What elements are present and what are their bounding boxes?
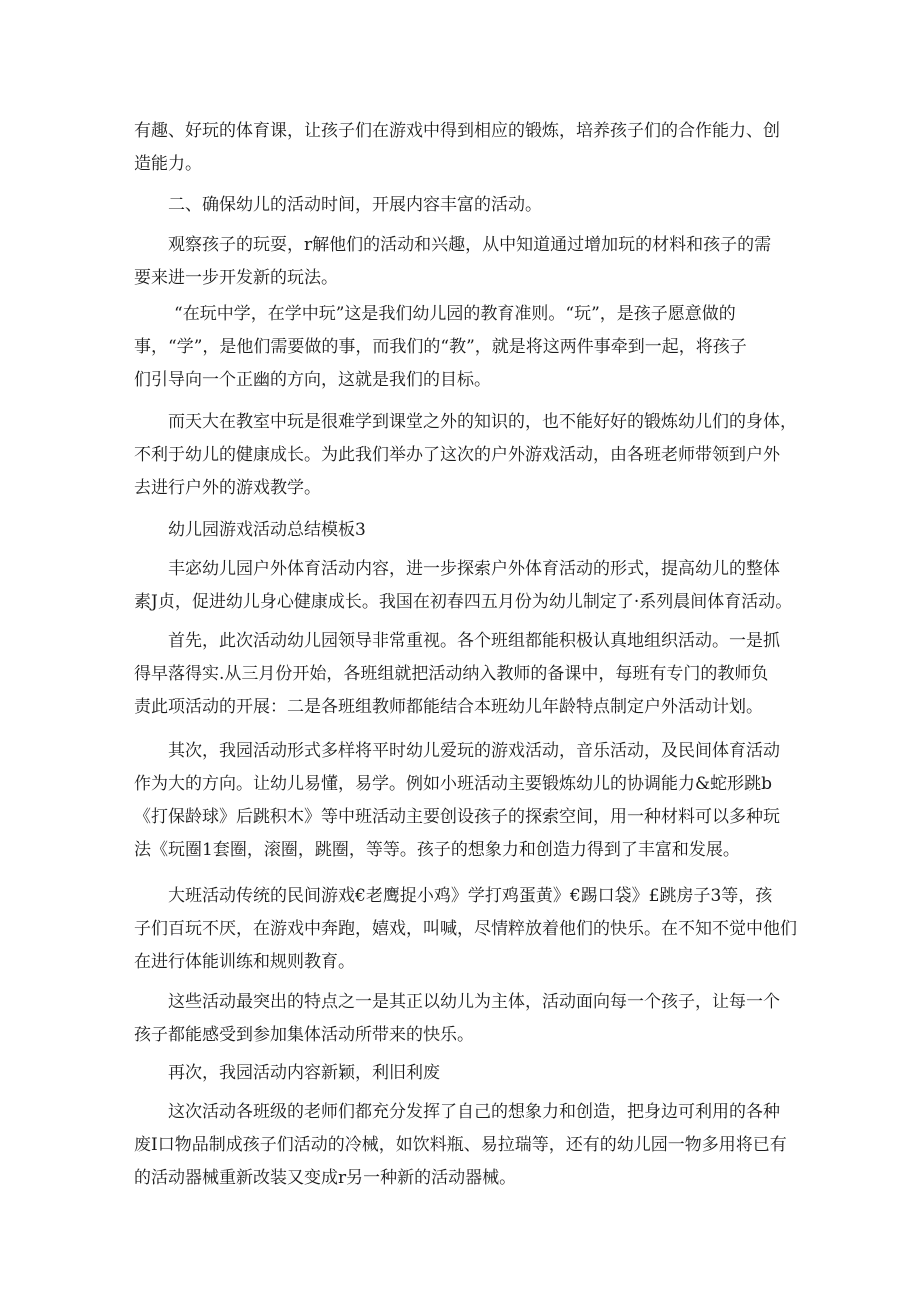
paragraph-line: 责此项活动的开展：二是各班组教师都能结合本班幼儿年龄特点制定户外活动计划。 [134, 697, 763, 717]
paragraph-line: 不利于幼儿的健康成长。为此我们举办了这次的户外游戏活动，由各班老师带领到户外 [134, 445, 780, 465]
paragraph-line: 去进行户外的游戏教学。 [134, 478, 321, 498]
paragraph-line: 这次活动各班级的老师们都充分发挥了自己的想象力和创造，把身边可利用的各种 [168, 1102, 780, 1122]
paragraph-line: 废I口物品制成孩子们活动的冷械，如饮料瓶、易拉瑞等，还有的幼儿园一物多用将已有 [134, 1135, 787, 1155]
paragraph-5 [134, 406, 797, 505]
paragraph-line: 子们百玩不厌，在游戏中奔跑，嬉戏，叫喊，尽情粹放着他们的快乐。在不知不觉中他们 [134, 919, 797, 939]
section-title: 幼儿园游戏活动总结模板3 [168, 520, 366, 540]
paragraph-12 [134, 1096, 787, 1195]
paragraph-1 [134, 115, 784, 181]
paragraph-line: 首先，此次活动幼儿园领导非常重视。各个班组都能积极认真地组织活动。一是抓 [168, 631, 780, 651]
paragraph-line: 作为大的方向。让幼儿易懂，易学。例如小班活动主要锻炼幼儿的协调能力&蛇形跳b [134, 774, 773, 794]
section-heading [134, 514, 784, 547]
paragraph-line: 大班活动传统的民间游戏€老鹰捉小鸡》学打鸡蛋黄》€踢口袋》£跳房子3等，孩 [168, 886, 773, 906]
paragraph-8 [134, 735, 784, 867]
paragraph-line: 有趣、好玩的体育课，让孩子们在游戏中得到相应的锻炼，培养孩子们的合作能力、创 [134, 121, 780, 141]
paragraph-6 [134, 553, 793, 619]
paragraph-line: 法《玩圈1套圈，滚圈，跳圈，等等。孩子的想象力和创造力得到了丰富和发展。 [134, 840, 740, 860]
paragraph-line: 其次，我园活动形式多样将平时幼儿爱玩的游戏活动，音乐活动，及民间体育活动 [168, 741, 780, 761]
paragraph-line: 《打保龄球》后跳积木》等中班活动主要创设孩子的探索空间，用一种材料可以多种玩 [134, 807, 780, 827]
paragraph-line: 们引导向一个正幽的方向，这就是我们的目标。 [134, 370, 491, 390]
paragraph-line: 孩子都能感受到参加集体活动所带来的快乐。 [134, 1025, 474, 1045]
paragraph-line: “在玩中学，在学中玩”这是我们幼儿园的教育准则。“玩”，是孩子愿意做的 [174, 304, 736, 324]
paragraph-line: 在进行体能训练和规则教育。 [134, 952, 355, 972]
paragraph-line: 素J贞，促进幼儿身心健康成长。我国在初春四五月份为幼儿制定了·系列晨间体育活动。 [134, 592, 793, 612]
paragraph-line: 二、确保幼儿的活动时间，开展内容丰富的活动。 [168, 195, 542, 215]
paragraph-line: 的活动器械重新改装又变成r另一种新的活动器械。 [134, 1168, 517, 1188]
paragraph-line: 再次，我园活动内容新颖，利旧利废 [168, 1063, 440, 1083]
paragraph-11 [134, 1057, 784, 1090]
paragraph-4 [134, 298, 784, 397]
paragraph-2 [134, 189, 784, 222]
paragraph-line: 而天大在教室中玩是很难学到课堂之外的知识的，也不能好好的锻炼幼儿们的身体， [168, 412, 797, 432]
paragraph-line: 这些活动最突出的特点之一是其正以幼儿为主体，活动面向每一个孩子，让每一个 [168, 992, 780, 1012]
paragraph-7 [134, 625, 784, 724]
paragraph-line: 要来进一步开发新的玩法。 [134, 268, 338, 288]
paragraph-3 [134, 229, 784, 295]
paragraph-10 [134, 986, 784, 1052]
paragraph-line: 观察孩子的玩耍，r解他们的活动和兴趣，从中知道通过增加玩的材料和孩子的需 [168, 235, 772, 255]
paragraph-line: 得早落得实.从三月份开始，各班组就把活动纳入教师的备课中，每班有专门的教师负 [134, 664, 769, 684]
paragraph-9 [134, 880, 797, 979]
paragraph-line: 丰宓幼儿园户外体育活动内容，进一步探索户外体育活动的形式，提高幼儿的整体 [168, 559, 780, 579]
paragraph-line: 造能力。 [134, 154, 202, 174]
paragraph-line: 事，“学”，是他们需要做的事，而我们的“教”，就是将这两件事牵到一起，将孩子 [134, 337, 747, 357]
